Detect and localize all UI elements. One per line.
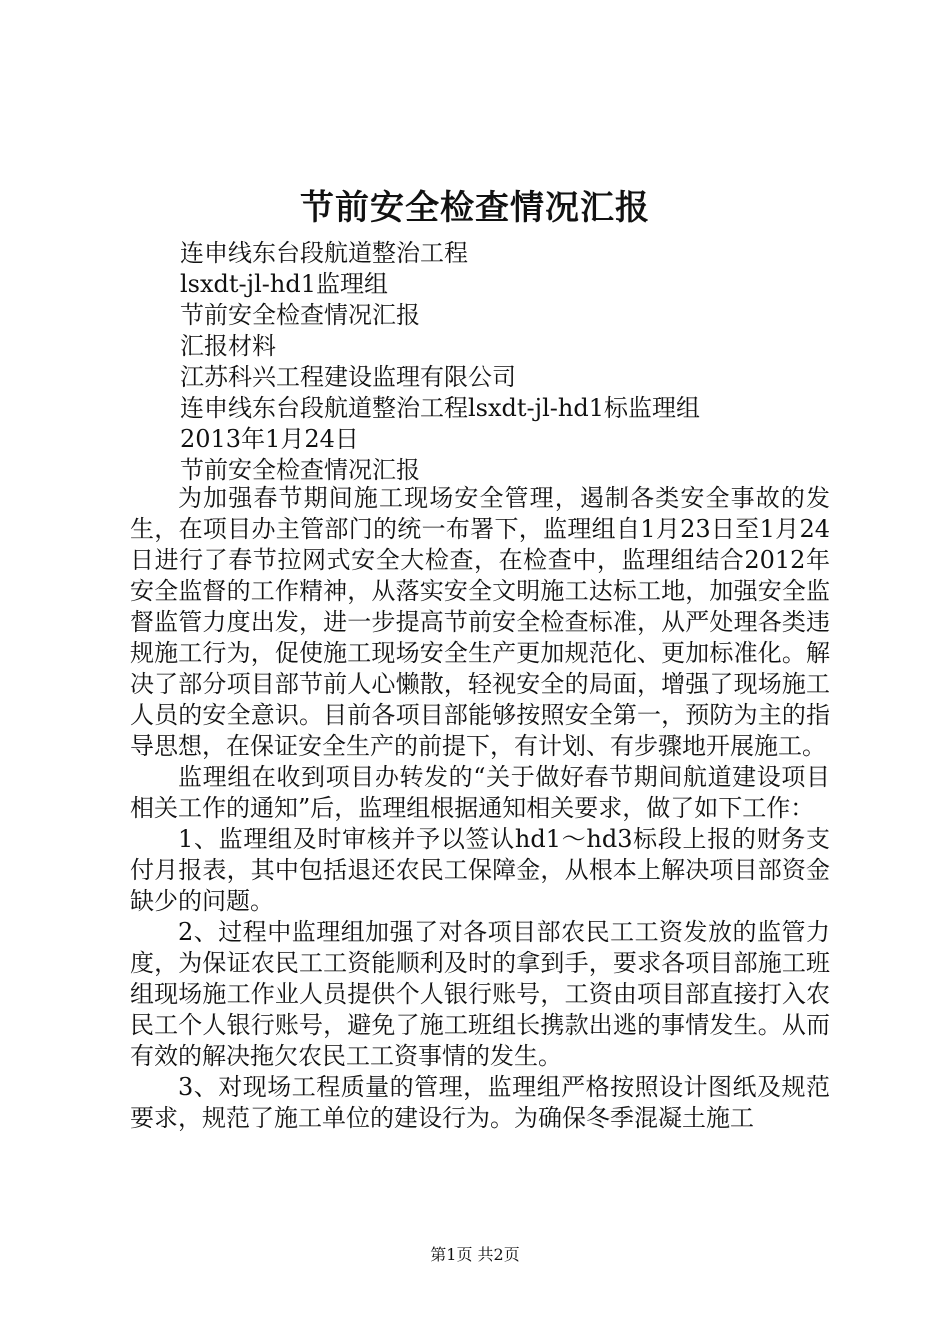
report-subject-line: 节前安全检查情况汇报 [180, 301, 420, 329]
project-name-line: 连申线东台段航道整治工程 [180, 239, 468, 267]
report-body [130, 483, 830, 1134]
body-paragraph-item-3: 3、对现场工程质量的管理，监理组严格按照设计图纸及规范要求，规范了施工单位的建设行为。为确保冬季混凝土施工 [130, 1073, 830, 1132]
body-paragraph-item-1: 1、监理组及时审核并予以签认hd1～hd3标段上报的财务支付月报表，其中包括退还农民工保障金，从根本上解决项目部资金缺少的问题。 [130, 825, 830, 915]
report-date-line: 2013年1月24日 [180, 425, 359, 453]
report-material-line: 汇报材料 [180, 332, 276, 360]
supervision-group-line: lsxdt-jl-hd1监理组 [180, 270, 388, 298]
page-number-footer: 第1页 共2页 [430, 1245, 520, 1264]
body-paragraph-item-2: 2、过程中监理组加强了对各项目部农民工工资发放的监管力度，为保证农民工工资能顺利及时的拿到手，要求各项目部施工班组现场施工作业人员提供个人银行账号，工资由项目部直接打入农民工个人银行账号，避免了施工班组长携款出逃的事情发生。从而有效的解决拖欠农民工工资事情的发生。 [130, 918, 830, 1070]
body-paragraph-notice: 监理组在收到项目办转发的“关于做好春节期间航道建设项目相关工作的通知”后，监理组根据通知相关要求，做了如下工作： [130, 763, 830, 822]
body-paragraph-intro: 为加强春节期间施工现场安全管理，遏制各类安全事故的发生，在项目办主管部门的统一布署下，监理组自1月23日至1月24日进行了春节拉网式安全大检查，在检查中，监理组结合2012年安全监督的工作精神，从落实安全文明施工达标工地，加强安全监督监管力度出发，进一步提高节前安全检查标准，从严处理各类违规施工行为，促使施工现场安全生产更加规范化、更加标准化。解决了部分项目部节前人心懒散，轻视安全的局面，增强了现场施工人员的安全意识。目前各项目部能够按照安全第一，预防为主的指导思想，在保证安全生产的前提下，有计划、有步骤地开展施工。 [130, 484, 830, 760]
company-name-line: 江苏科兴工程建设监理有限公司 [180, 363, 516, 391]
document-title: 节前安全检查情况汇报 [300, 188, 650, 228]
section-group-line: 连申线东台段航道整治工程lsxdt-jl-hd1标监理组 [180, 394, 700, 422]
report-heading-line: 节前安全检查情况汇报 [180, 456, 420, 484]
header-info-block [180, 238, 860, 486]
